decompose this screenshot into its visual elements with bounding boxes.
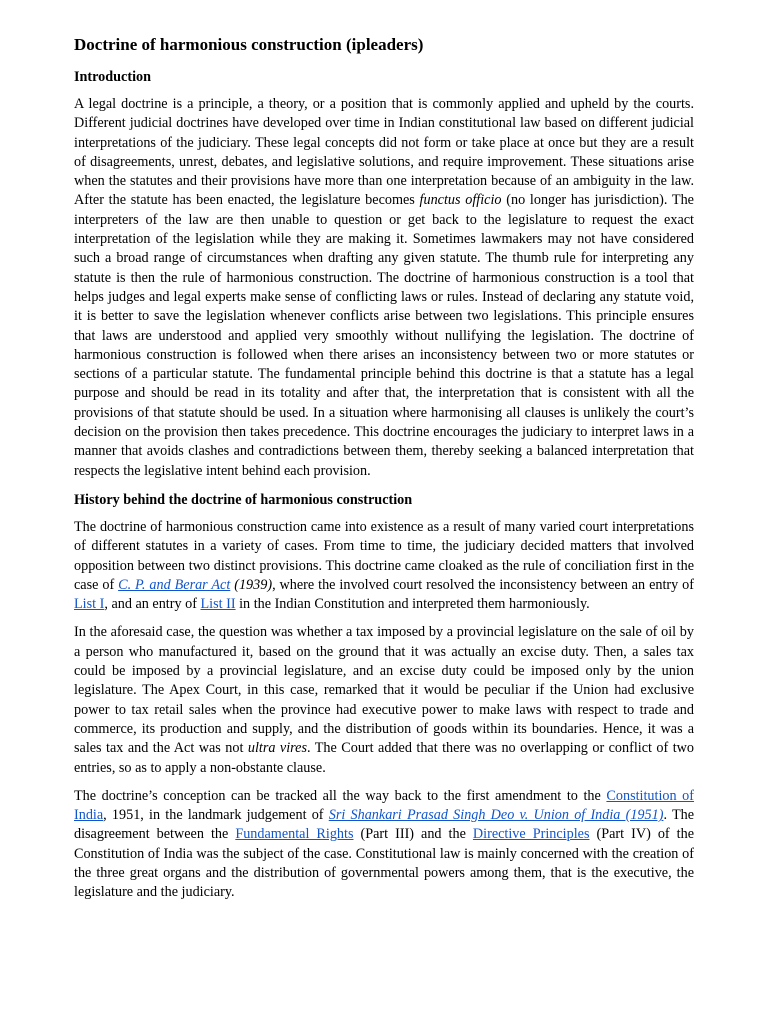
link-list-i[interactable]: List I [74, 596, 105, 613]
link-constitution-of-india[interactable]: Constitution of India [74, 787, 695, 824]
page-title: Doctrine of harmonious construction (ipleaders) [74, 35, 424, 54]
section-heading-history: History behind the doctrine of harmonious construction [74, 491, 413, 508]
section-heading-introduction: Introduction [74, 69, 151, 85]
link-directive-principles[interactable]: Directive Principles [472, 826, 590, 843]
link-fundamental-rights[interactable]: Fundamental Rights [235, 826, 354, 843]
link-list-ii[interactable]: List II [200, 596, 236, 613]
link-shankari-prasad-case[interactable]: Sri Shankari Prasad Singh Deo v. Union of India (1951) [328, 807, 664, 824]
link-cp-berar-act[interactable]: C. P. and Berar Act [118, 576, 231, 593]
intro-paragraph: A legal doctrine is a principle, a theory, or a position that is commonly applied and upheld by the courts. Different judicial doctrines have developed over time in Indian constitutional law based on different judicial interpretations of the judiciary. These legal concepts did not form or take place at once but they are a result of disagreements, unrest, debates, and legislative solutions, and require improvement. These situations arise when the statutes and their provisions have more than one interpretation because of an ambiguity in the law. After the statute has been enacted, the legislature becomes functus officio (no longer has jurisdiction). The interpreters of the law are then unable to question or get back to the legislature to request the exact interpretation of the legislation while they are making it. Sometimes lawmakers may not have considered such a broad range of circumstances when drafting any given statute. The thumb rule for interpreting any statute is then the rule of harmonious construction. The doctrine of harmonious construction is a tool that helps judges and legal experts make sense of conflicting laws or rules. Instead of declaring any statute void, it is better to save the legislation whenever conflicts arise between two legislations. This principle ensures that laws are understood and applied very smoothly without nullifying the legislation. The doctrine of harmonious construction is followed when there arises an inconsistency between two or more statutes or sections of a particular statute. The fundamental principle behind this doctrine is that a statute has a legal purpose and should be read in its totality and after that, the interpretation that is consistent with all the provisions of that statute should be used. In a situation where harmonising all clauses is unlikely the court’s decision on the provision then takes precedence. This doctrine encourages the judiciary to interpret laws in a manner that avoids clashes and contradictions between them, thereby seeking a balanced interpretation that respects the legislative intent behind each provision. [74, 96, 694, 479]
history-paragraph-3: The doctrine’s conception can be tracked all the way back to the first amendment to the Constitution of India, 1951, in the landmark judgement of Sri Shankari Prasad Singh Deo v. Union of India (1951). The disagreement between the Fundamental Rights (Part III) and the Directive Principles (Part IV) of the Constitution of India was the subject of the case. Constitutional law is mainly concerned with the creation of the three great organs and the distribution of governmental powers among them, that is the executive, the legislature and the judiciary. [74, 787, 695, 901]
history-paragraph-1: The doctrine of harmonious construction came into existence as a result of many varied court interpretations of different statutes in a variety of cases. From time to time, the judiciary decided matters that involved opposition between two distinct provisions. This doctrine came cloaked as the rule of conciliation first in the case of C. P. and Berar Act (1939), where the involved court resolved the inconsistency between an entry of List I, and an entry of List II in the Indian Constitution and interpreted them harmoniously. [74, 518, 694, 613]
history-paragraph-2: In the aforesaid case, the question was whether a tax imposed by a provincial legislature on the sale of oil by a person who manufactured it, based on the ground that it was actually an excise duty. Then, a sales tax could be imposed by a provincial legislature, and an excise duty could be imposed only by the union legislature. The Apex Court, in this case, remarked that it would be peculiar if the Union had exclusive power to tax retail sales when the province had executive power to make laws with respect to trade and commerce, its production and supply, and the distribution of goods within its boundaries. Hence, it was a sales tax and the Act was not ultra vires. The Court added that there was no overlapping or conflict of two entries, so as to apply a non-obstante clause. [74, 624, 694, 776]
